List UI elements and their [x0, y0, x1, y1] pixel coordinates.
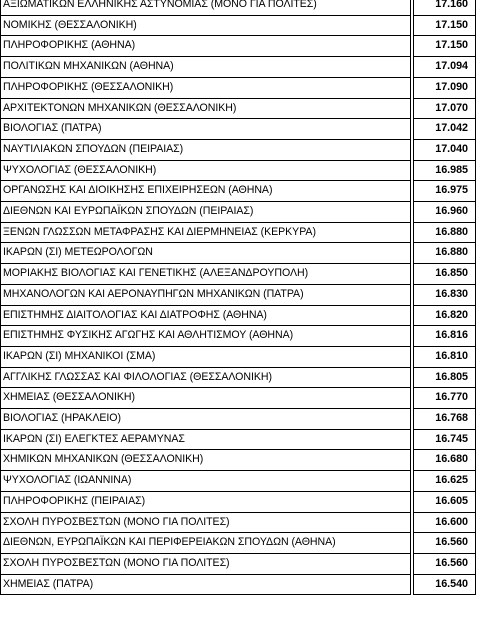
table-row — [1, 491, 476, 512]
department-name-cell: ΒΙΟΛΟΓΙΑΣ (ΠΑΤΡΑ) — [1, 119, 411, 140]
department-name-cell: ΝΑΥΤΙΛΙΑΚΩΝ ΣΠΟΥΔΩΝ (ΠΕΙΡΑΙΑΣ) — [1, 139, 411, 160]
table-row — [1, 202, 476, 223]
table-row — [1, 0, 476, 15]
table-row — [1, 243, 476, 264]
score-cell: 16.560 — [414, 533, 476, 554]
score-cell: 16.680 — [414, 450, 476, 471]
department-name-cell: ΧΗΜΕΙΑΣ (ΘΕΣΣΑΛΟΝΙΚΗ) — [1, 388, 411, 409]
score-cell: 17.094 — [414, 57, 476, 78]
department-name-cell: ΕΠΙΣΤΗΜΗΣ ΔΙΑΙΤΟΛΟΓΙΑΣ ΚΑΙ ΔΙΑΤΡΟΦΗΣ (ΑΘΗΝΑ) — [1, 305, 411, 326]
table-row — [1, 429, 476, 450]
score-cell: 17.150 — [414, 15, 476, 36]
table-row — [1, 388, 476, 409]
table-row — [1, 57, 476, 78]
table-row — [1, 98, 476, 119]
score-cell: 16.880 — [414, 243, 476, 264]
department-name-cell: ΠΛΗΡΟΦΟΡΙΚΗΣ (ΠΕΙΡΑΙΑΣ) — [1, 491, 411, 512]
department-name-cell: ΧΗΜΙΚΩΝ ΜΗΧΑΝΙΚΩΝ (ΘΕΣΣΑΛΟΝΙΚΗ) — [1, 450, 411, 471]
department-name-cell: ΕΠΙΣΤΗΜΗΣ ΦΥΣΙΚΗΣ ΑΓΩΓΗΣ ΚΑΙ ΑΘΛΗΤΙΣΜΟΥ (ΑΘΗΝΑ) — [1, 326, 411, 347]
department-name-cell: ΑΞΙΩΜΑΤΙΚΩΝ ΕΛΛΗΝΙΚΗΣ ΑΣΤΥΝΟΜΙΑΣ (ΜΟΝΟ ΓΙΑ ΠΟΛΙΤΕΣ) — [1, 0, 411, 15]
score-cell: 16.830 — [414, 284, 476, 305]
department-name-cell: ΙΚΑΡΩΝ (ΣΙ) ΕΛΕΓΚΤΕΣ ΑΕΡΑΜΥΝΑΣ — [1, 429, 411, 450]
department-name-cell: ΠΛΗΡΟΦΟΡΙΚΗΣ (ΘΕΣΣΑΛΟΝΙΚΗ) — [1, 77, 411, 98]
table-row — [1, 36, 476, 57]
score-cell: 16.880 — [414, 222, 476, 243]
table-row — [1, 409, 476, 430]
table-row — [1, 574, 476, 595]
table-row — [1, 119, 476, 140]
department-name-cell: ΣΧΟΛΗ ΠΥΡΟΣΒΕΣΤΩΝ (ΜΟΝΟ ΓΙΑ ΠΟΛΙΤΕΣ) — [1, 553, 411, 574]
table-row — [1, 305, 476, 326]
score-cell: 17.040 — [414, 139, 476, 160]
score-cell: 16.605 — [414, 491, 476, 512]
department-name-cell: ΠΟΛΙΤΙΚΩΝ ΜΗΧΑΝΙΚΩΝ (ΑΘΗΝΑ) — [1, 57, 411, 78]
department-name-cell: ΜΟΡΙΑΚΗΣ ΒΙΟΛΟΓΙΑΣ ΚΑΙ ΓΕΝΕΤΙΚΗΣ (ΑΛΕΞΑΝΔΡΟΥΠΟΛΗ) — [1, 264, 411, 285]
table-row — [1, 264, 476, 285]
table-row — [1, 367, 476, 388]
table-row — [1, 284, 476, 305]
score-cell: 16.745 — [414, 429, 476, 450]
department-name-cell: ΔΙΕΘΝΩΝ, ΕΥΡΩΠΑΪΚΩΝ ΚΑΙ ΠΕΡΙΦΕΡΕΙΑΚΩΝ ΣΠΟΥΔΩΝ (ΑΘΗΝΑ) — [1, 533, 411, 554]
score-cell: 16.600 — [414, 512, 476, 533]
scores-table-body — [1, 0, 476, 595]
score-cell: 16.768 — [414, 409, 476, 430]
department-name-cell: ΜΗΧΑΝΟΛΟΓΩΝ ΚΑΙ ΑΕΡΟΝΑΥΠΗΓΩΝ ΜΗΧΑΝΙΚΩΝ (ΠΑΤΡΑ) — [1, 284, 411, 305]
department-name-cell: ΣΧΟΛΗ ΠΥΡΟΣΒΕΣΤΩΝ (ΜΟΝΟ ΓΙΑ ΠΟΛΙΤΕΣ) — [1, 512, 411, 533]
department-name-cell: ΑΡΧΙΤΕΚΤΟΝΩΝ ΜΗΧΑΝΙΚΩΝ (ΘΕΣΣΑΛΟΝΙΚΗ) — [1, 98, 411, 119]
department-name-cell: ΔΙΕΘΝΩΝ ΚΑΙ ΕΥΡΩΠΑΪΚΩΝ ΣΠΟΥΔΩΝ (ΠΕΙΡΑΙΑΣ) — [1, 202, 411, 223]
table-row — [1, 512, 476, 533]
score-cell: 16.540 — [414, 574, 476, 595]
score-cell: 16.960 — [414, 202, 476, 223]
table-row — [1, 15, 476, 36]
department-name-cell: ΟΡΓΑΝΩΣΗΣ ΚΑΙ ΔΙΟΙΚΗΣΗΣ ΕΠΙΧΕΙΡΗΣΕΩΝ (ΑΘΗΝΑ) — [1, 181, 411, 202]
table-row — [1, 471, 476, 492]
department-name-cell: ΞΕΝΩΝ ΓΛΩΣΣΩΝ ΜΕΤΑΦΡΑΣΗΣ ΚΑΙ ΔΙΕΡΜΗΝΕΙΑΣ (ΚΕΡΚΥΡΑ) — [1, 222, 411, 243]
department-name-cell: ΙΚΑΡΩΝ (ΣΙ) ΜΗΧΑΝΙΚΟΙ (ΣΜΑ) — [1, 346, 411, 367]
score-cell: 17.070 — [414, 98, 476, 119]
score-cell: 16.985 — [414, 160, 476, 181]
score-cell: 16.560 — [414, 553, 476, 574]
department-name-cell: ΨΥΧΟΛΟΓΙΑΣ (ΘΕΣΣΑΛΟΝΙΚΗ) — [1, 160, 411, 181]
table-row — [1, 450, 476, 471]
score-cell: 16.625 — [414, 471, 476, 492]
score-cell: 16.770 — [414, 388, 476, 409]
score-cell: 17.150 — [414, 36, 476, 57]
table-row — [1, 160, 476, 181]
table-row — [1, 553, 476, 574]
department-name-cell: ΨΥΧΟΛΟΓΙΑΣ (ΙΩΑΝΝΙΝΑ) — [1, 471, 411, 492]
table-row — [1, 346, 476, 367]
table-row — [1, 222, 476, 243]
table-row — [1, 533, 476, 554]
table-row — [1, 326, 476, 347]
score-cell: 17.160 — [414, 0, 476, 15]
department-name-cell: ΙΚΑΡΩΝ (ΣΙ) ΜΕΤΕΩΡΟΛΟΓΩΝ — [1, 243, 411, 264]
table-row — [1, 181, 476, 202]
score-cell: 17.042 — [414, 119, 476, 140]
score-cell: 16.850 — [414, 264, 476, 285]
score-cell: 17.090 — [414, 77, 476, 98]
table-row — [1, 139, 476, 160]
table-row — [1, 77, 476, 98]
score-cell: 16.975 — [414, 181, 476, 202]
score-cell: 16.816 — [414, 326, 476, 347]
department-name-cell: ΒΙΟΛΟΓΙΑΣ (ΗΡΑΚΛΕΙΟ) — [1, 409, 411, 430]
department-name-cell: ΝΟΜΙΚΗΣ (ΘΕΣΣΑΛΟΝΙΚΗ) — [1, 15, 411, 36]
score-cell: 16.805 — [414, 367, 476, 388]
score-cell: 16.810 — [414, 346, 476, 367]
department-name-cell: ΠΛΗΡΟΦΟΡΙΚΗΣ (ΑΘΗΝΑ) — [1, 36, 411, 57]
score-cell: 16.820 — [414, 305, 476, 326]
department-name-cell: ΑΓΓΛΙΚΗΣ ΓΛΩΣΣΑΣ ΚΑΙ ΦΙΛΟΛΟΓΙΑΣ (ΘΕΣΣΑΛΟΝΙΚΗ) — [1, 367, 411, 388]
department-name-cell: ΧΗΜΕΙΑΣ (ΠΑΤΡΑ) — [1, 574, 411, 595]
